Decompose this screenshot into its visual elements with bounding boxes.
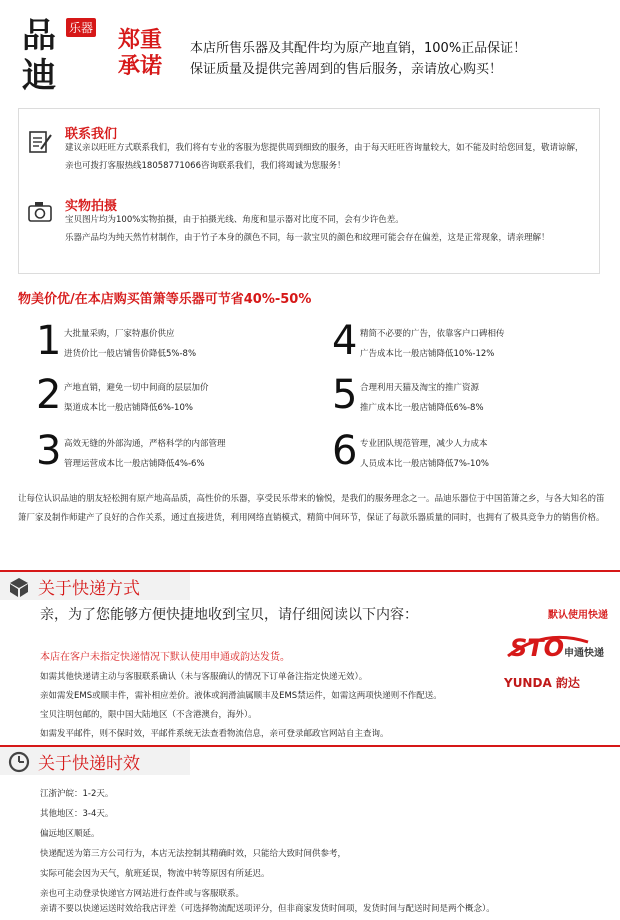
shipping-default-note: 本店在客户未指定快递情况下默认使用申通或韵达发货。	[40, 652, 290, 663]
advantage-number: 3	[36, 428, 62, 474]
photo-body	[65, 211, 591, 247]
advantage-number: 1	[36, 318, 62, 364]
shipping-rule: 亲如需发EMS或顺丰件，需补相应差价。液体或润滑油属顺丰及EMS禁运件，如需这两项快递则不作配送。	[40, 691, 442, 701]
promise-heading	[118, 28, 162, 80]
footer-note: 亲请不要以快递运送时效给我店评差（可选择物流配送项评分，但非商家发货时间项，发货时间与配送时间是两个概念）。	[40, 904, 495, 914]
advantage-line-2: 人员成本比一般店铺降低7%-10%	[360, 459, 489, 469]
camera-icon	[27, 199, 53, 225]
timing-line: 快递配送为第三方公司行为，本店无法控制其精确时效，只能给大致时间供参考，	[40, 849, 347, 859]
timing-title: 关于快递时效	[38, 754, 140, 774]
advantage-item	[36, 372, 316, 422]
advantage-item	[332, 318, 612, 368]
advantage-text	[360, 434, 489, 474]
timing-line: 偏远地区顺延。	[40, 829, 100, 839]
header-line-2: 保证质量及提供完善周到的售后服务，亲请放心购买！	[190, 62, 503, 77]
promise-line-2: 承诺	[118, 54, 163, 79]
timing-line: 实际可能会因为天气，航班延误，物流中转等原因有所延迟。	[40, 869, 270, 879]
logo-badge: 乐器	[66, 18, 96, 37]
photo-line-1: 宝贝图片均为100%实物拍摄，由于拍摄光线、角度和显示器对比度不同，会有少许色差。	[65, 215, 404, 225]
sto-logo	[504, 626, 608, 666]
advantage-text	[360, 324, 505, 364]
photo-line-2: 乐器产品均为纯天然竹材制作，由于竹子本身的颜色不同，每一款宝贝的颜色和纹理可能会存在偏差，这是正常现象，请亲理解！	[65, 233, 550, 243]
timing-line: 亲也可主动登录快递官方网站进行查件或与客服联系。	[40, 889, 245, 899]
advantage-item	[36, 428, 316, 478]
shipping-rules	[40, 668, 442, 744]
info-box	[18, 108, 600, 274]
advantage-line-2: 进货价比一般店铺售价降低5%-8%	[64, 349, 197, 359]
advantage-line-1: 产地直销，避免一切中间商的层层加价	[64, 383, 209, 393]
advantage-number: 2	[36, 372, 62, 418]
advantage-item	[332, 372, 612, 422]
advantages-title: 物美价优/在本店购买笛箫等乐器可节省40%-50%	[18, 292, 312, 307]
sto-cn-text: 申通快递	[564, 648, 604, 659]
advantage-line-1: 大批量采购，厂家特惠价供应	[64, 329, 175, 339]
service-philosophy: 让每位认识品迪的朋友轻松拥有原产地高品质，高性价的乐器，享受民乐带来的愉悦，是我们的服务理念之一。品迪乐器位于中国笛箫之乡，与各大知名的笛箫厂家及制作师建产了良好的合作关系，通过直接进货，利用网络直销模式，精简中间环节，保证了每款乐器质量的同时，也拥有了极具竞争力的销售价格。	[18, 494, 605, 523]
shipping-rule: 宝贝注明包邮的，限中国大陆地区（不含港澳台，海外）。	[40, 710, 257, 720]
notepad-icon	[27, 129, 53, 155]
advantage-text	[360, 378, 484, 418]
timing-line: 其他地区：3-4天。	[40, 809, 114, 819]
timing-details	[40, 784, 346, 904]
timing-line: 江浙沪皖：1-2天。	[40, 789, 114, 799]
courier-box	[498, 606, 608, 692]
sto-text: STO	[510, 634, 565, 662]
advantage-number: 5	[332, 372, 358, 418]
shipping-title: 关于快递方式	[38, 579, 140, 599]
advantage-number: 4	[332, 318, 358, 364]
courier-label: 默认使用快递	[548, 610, 608, 621]
advantage-line-1: 合理利用天猫及淘宝的推广资源	[360, 383, 480, 393]
advantage-line-2: 广告成本比一般店铺降低10%-12%	[360, 349, 495, 359]
shipping-section-header	[0, 570, 620, 600]
advantage-item	[332, 428, 612, 478]
advantage-line-1: 专业团队规范管理，减少人力成本	[360, 439, 488, 449]
contact-title: 联系我们	[65, 127, 118, 142]
yunda-logo: YUNDA 韵达	[504, 676, 580, 690]
header-text	[190, 38, 526, 80]
clock-icon	[8, 751, 30, 773]
logo-char-1: 品	[22, 16, 56, 56]
timing-section-header	[0, 745, 620, 775]
header-line-1: 本店所售乐器及其配件均为原产地直销，100%正品保证！	[190, 41, 527, 56]
advantage-number: 6	[332, 428, 358, 474]
box-icon	[8, 576, 30, 598]
advantage-item	[36, 318, 316, 368]
shipping-rule: 如需其他快递请主动与客服联系确认（未与客服确认的情况下订单备注指定快递无效）。	[40, 672, 368, 682]
photo-title: 实物拍摄	[65, 199, 118, 214]
advantage-line-2: 推广成本比一般店铺降低6%-8%	[360, 403, 484, 413]
logo-char-2: 迪	[22, 56, 56, 96]
advantage-text	[64, 434, 226, 474]
advantage-line-2: 管理运营成本比一般店铺降低4%-6%	[64, 459, 205, 469]
promise-line-1: 郑重	[118, 28, 163, 53]
shipping-rule: 如需发平邮件，则不保时效，平邮件系统无法查看物流信息，亲可登录邮政官网站自主查询。	[40, 729, 389, 739]
advantage-line-1: 精简不必要的广告，依靠客户口碑相传	[360, 329, 505, 339]
contact-body: 建议亲以旺旺方式联系我们，我们将有专业的客服为您提供周到细致的服务，由于每天旺旺咨询量较大，如不能及时给您回复，敬请谅解，亲也可拨打客服热线18058771066咨询联系我们，我们将竭诚为您服务！	[65, 143, 584, 171]
advantage-text	[64, 324, 196, 364]
advantage-line-2: 渠道成本比一般店铺降低6%-10%	[64, 403, 193, 413]
advantage-line-1: 高效无缝的外部沟通，严格科学的内部管理	[64, 439, 226, 449]
shipping-intro: 亲，为了您能够方便快捷地收到宝贝，请仔细阅读以下内容：	[40, 607, 418, 623]
page-header	[0, 0, 620, 100]
advantage-text	[64, 378, 209, 418]
